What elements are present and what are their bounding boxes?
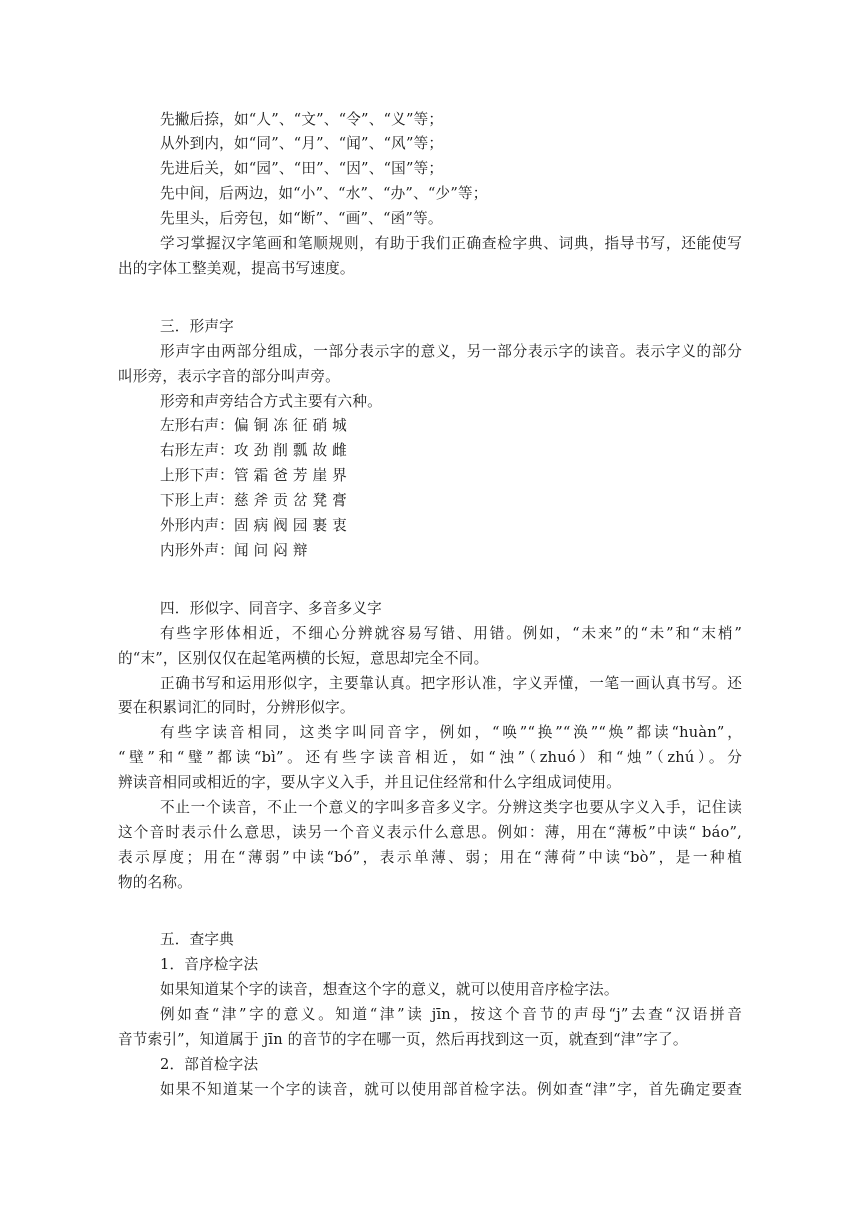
text-line: 先进后关，如“园”、“田”、“因”、“国”等； (160, 160, 444, 177)
paragraph-line: 辨读音相同或相近的字，要从字义入手，并且记住经常和什么字组成词使用。 (118, 774, 621, 791)
example-line: 内形外声：闻 问 闷 辩 (160, 542, 308, 559)
paragraph-line: 正确书写和运用形似字，主要靠认真。把字形认准，字义弄懂，一笔一画认真书写。还 (160, 675, 742, 692)
text-line: 从外到内，如“同”、“月”、“闻”、“风”等； (160, 135, 444, 152)
paragraph-line: 形声字由两部分组成，一部分表示字的意义，另一部分表示字的读音。表示字义的部分 (160, 343, 742, 360)
example-line: 外形内声：固 病 阀 园 裹 衷 (160, 517, 347, 534)
subsection-heading: 1．音序检字法 (160, 956, 259, 973)
paragraph-line: 如果不知道某一个字的读音，就可以使用部首检字法。例如查“津”字，首先确定要查 (160, 1081, 742, 1098)
paragraph-line: 如果知道某个字的读音，想查这个字的意义，就可以使用音序检字法。 (160, 981, 619, 998)
example-line: 左形右声：偏 铜 冻 征 硝 城 (160, 417, 347, 434)
section-heading: 四．形似字、同音字、多音多义字 (160, 600, 382, 617)
paragraph-line: 例如查“津”字的意义。知道“津”读 jīn，按这个音节的声母“j”去查“汉语拼音 (160, 1006, 742, 1023)
paragraph-line: 这个音时表示什么意思，读另一个音义表示什么意思。例如：薄，用在“薄板”中读“ báo”, (118, 824, 742, 841)
paragraph-line: 的“末”，区别仅仅在起笔两横的长短，意思却完全不同。 (118, 650, 489, 667)
paragraph-line: 叫形旁，表示字音的部分叫声旁。 (118, 368, 340, 385)
paragraph-line: 有些字形体相近，不细心分辨就容易写错、用错。例如，“未来”的“未”和“末梢” (160, 625, 742, 642)
example-line: 下形上声：慈 斧 贡 岔 凳 膏 (160, 492, 347, 509)
paragraph-line: 物的名称。 (118, 874, 192, 891)
paragraph-line: 不止一个读音，不止一个意义的字叫多音多义字。分辨这类字也要从字义入手，记住读 (160, 799, 742, 816)
paragraph-line: 音节索引”，知道属于 jīn 的音节的字在哪一页，然后再找到这一页，就查到“津”字了。 (118, 1031, 688, 1048)
paragraph-line: “壁”和“璧”都读“bì”。还有些字读音相近，如“浊”（zhuó）和“烛”（zhú）。分 (118, 749, 742, 766)
section-heading: 三．形声字 (160, 318, 234, 335)
example-line: 上形下声：管 霜 爸 芳 崖 界 (160, 467, 347, 484)
paragraph-line: 表示厚度；用在“薄弱”中读“bó”，表示单薄、弱；用在“薄荷”中读“bò”，是一种植 (118, 849, 742, 866)
paragraph-line: 要在积累词汇的同时，分辨形似字。 (118, 699, 355, 716)
example-line: 右形左声：攻 劲 削 瓢 故 雌 (160, 442, 347, 459)
section-heading: 五．查字典 (160, 931, 234, 948)
text-line: 先里头，后旁包，如“断”、“画”、“函”等。 (160, 210, 443, 227)
paragraph-line: 学习掌握汉字笔画和笔顺规则，有助于我们正确查检字典、词典，指导书写，还能使写 (160, 235, 742, 252)
text-line: 先中间，后两边，如“小”、“水”、“办”、“少”等； (160, 185, 488, 202)
subsection-heading: 2．部首检字法 (160, 1056, 259, 1073)
paragraph-line: 有些字读音相同，这类字叫同音字，例如，“唤”“换”“涣”“焕”都读“huàn”， (160, 724, 742, 741)
paragraph-line: 出的字体工整美观，提高书写速度。 (118, 260, 355, 277)
text-line: 先撇后捺，如“人”、“文”、“令”、“义”等； (160, 111, 444, 128)
text-line: 形旁和声旁结合方式主要有六种。 (160, 393, 382, 410)
